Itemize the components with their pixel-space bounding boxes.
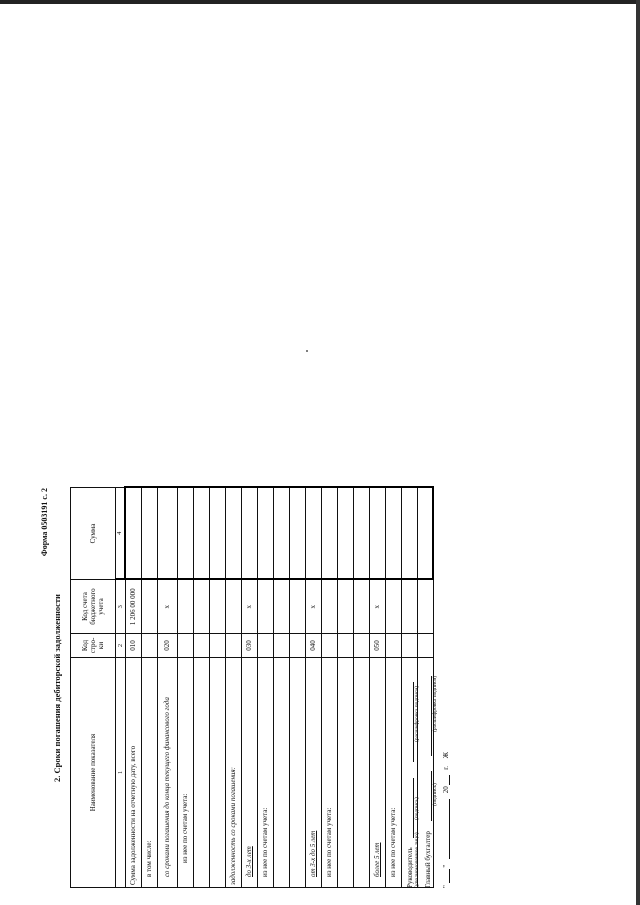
row-code-cell xyxy=(289,634,305,658)
row-account-cell xyxy=(257,580,273,634)
row-account-cell xyxy=(289,580,305,634)
row-name-cell xyxy=(289,658,305,888)
accountant-label: Главный бухгалтер xyxy=(423,831,432,888)
row-account-cell xyxy=(385,580,401,634)
row-name-cell: задолженность со сроками погашения: xyxy=(225,658,241,888)
row-account-cell: х xyxy=(157,580,177,634)
row-sum-cell[interactable] xyxy=(305,488,321,580)
row-name-cell: из нее по счетам учета: xyxy=(321,658,337,888)
table-row xyxy=(193,488,209,888)
row-account-cell xyxy=(209,580,225,634)
row-code-cell: 030 xyxy=(241,634,257,658)
row-account-cell xyxy=(193,580,209,634)
row-name-cell xyxy=(273,658,289,888)
row-name-cell: до 3-х лет xyxy=(241,658,257,888)
scan-right-edge xyxy=(636,0,640,905)
date-day-line[interactable] xyxy=(441,869,450,883)
row-code-cell xyxy=(337,634,353,658)
row-sum-cell[interactable] xyxy=(225,488,241,580)
row-code-cell: 010 xyxy=(125,634,141,658)
scan-top-edge xyxy=(0,0,640,4)
row-sum-cell[interactable] xyxy=(193,488,209,580)
row-name-cell: со сроками погашения до конца текущего финансового года xyxy=(157,658,177,888)
column-number-row xyxy=(116,488,126,888)
signature-caption: (подпись) xyxy=(414,797,420,820)
row-name-cell: от 3-х до 5 лет xyxy=(305,658,321,888)
header-sum: Сумма xyxy=(71,488,116,580)
table-row xyxy=(125,488,141,888)
row-account-cell xyxy=(321,580,337,634)
row-code-cell xyxy=(353,634,369,658)
table-row xyxy=(289,488,305,888)
row-code-cell xyxy=(209,634,225,658)
table-row xyxy=(177,488,193,888)
col-number: 1 xyxy=(116,658,126,888)
head-signature-line[interactable] xyxy=(405,778,414,838)
date-close-quote: " xyxy=(441,864,450,868)
table-row xyxy=(385,488,401,888)
row-account-cell xyxy=(141,580,157,634)
row-name-cell xyxy=(209,658,225,888)
row-account-cell: х xyxy=(241,580,257,634)
row-code-cell: 020 xyxy=(157,634,177,658)
date-row xyxy=(441,488,455,888)
row-sum-cell[interactable] xyxy=(141,488,157,580)
row-code-cell xyxy=(321,634,337,658)
decode-caption: (расшифровка подписи) xyxy=(432,675,438,732)
row-sum-cell[interactable] xyxy=(209,488,225,580)
row-sum-cell[interactable] xyxy=(241,488,257,580)
row-sum-cell[interactable] xyxy=(353,488,369,580)
row-name-cell: Сумма задолженности на отчетную дату, всего xyxy=(125,658,141,888)
row-sum-cell[interactable] xyxy=(257,488,273,580)
header-row xyxy=(71,488,116,888)
row-code-cell xyxy=(193,634,209,658)
row-sum-cell[interactable] xyxy=(289,488,305,580)
row-code-cell xyxy=(385,634,401,658)
row-code-cell xyxy=(225,634,241,658)
row-sum-cell[interactable] xyxy=(177,488,193,580)
col-number: 3 xyxy=(116,580,126,634)
row-account-cell xyxy=(177,580,193,634)
table-row xyxy=(157,488,177,888)
row-sum-cell[interactable] xyxy=(125,488,141,580)
table-row xyxy=(369,488,385,888)
row-name-cell: из нее по счетам учета: xyxy=(177,658,193,888)
head-sub-caption: (уполномоченное лицо) xyxy=(414,832,420,888)
table-row xyxy=(209,488,225,888)
receivables-table xyxy=(70,487,434,889)
row-sum-cell[interactable] xyxy=(273,488,289,580)
table-row xyxy=(241,488,257,888)
year-suffix: г. xyxy=(441,765,450,770)
document-page xyxy=(40,488,450,888)
table-row xyxy=(257,488,273,888)
row-name-cell xyxy=(353,658,369,888)
scan-speck xyxy=(306,350,308,352)
row-name-cell: из нее по счетам учета: xyxy=(257,658,273,888)
row-account-cell: х xyxy=(305,580,321,634)
header-code: Код стро-ки xyxy=(71,634,116,658)
row-name-cell: в том числе: xyxy=(141,658,157,888)
row-code-cell xyxy=(273,634,289,658)
year-prefix: 20 xyxy=(441,786,450,794)
date-month-line[interactable] xyxy=(441,799,450,859)
col-number: 2 xyxy=(116,634,126,658)
row-code-cell: 040 xyxy=(305,634,321,658)
table-row xyxy=(305,488,321,888)
row-sum-cell[interactable] xyxy=(157,488,177,580)
form-id: Форма 0503191 с. 2 xyxy=(40,488,49,557)
row-code-cell: 050 xyxy=(369,634,385,658)
row-sum-cell[interactable] xyxy=(337,488,353,580)
row-account-cell xyxy=(353,580,369,634)
header-name: Наименование показателя xyxy=(71,658,116,888)
row-account-cell xyxy=(225,580,241,634)
head-decode-line[interactable] xyxy=(405,682,414,762)
decode-caption: (расшифровка подписи) xyxy=(414,685,420,742)
form-mark: Ж xyxy=(441,751,450,759)
table-row xyxy=(337,488,353,888)
header-account: Код счета бюджетного учета xyxy=(71,580,116,634)
row-name-cell xyxy=(193,658,209,888)
accountant-signature-line[interactable] xyxy=(423,771,432,821)
row-name-cell: более 5 лет xyxy=(369,658,385,888)
head-label: Руководитель xyxy=(405,847,414,888)
row-sum-cell[interactable] xyxy=(321,488,337,580)
row-code-cell xyxy=(257,634,273,658)
date-year-line[interactable] xyxy=(441,775,450,785)
row-sum-cell[interactable] xyxy=(385,488,401,580)
accountant-signature-row xyxy=(423,488,437,888)
row-name-cell: из нее по счетам учета: xyxy=(385,658,401,888)
signature-caption: (подпись) xyxy=(432,783,438,806)
head-signature-row xyxy=(405,488,419,888)
row-code-cell xyxy=(177,634,193,658)
table-row xyxy=(141,488,157,888)
table-row xyxy=(273,488,289,888)
row-account-cell xyxy=(337,580,353,634)
row-account-cell xyxy=(273,580,289,634)
row-sum-cell[interactable] xyxy=(369,488,385,580)
row-account-cell: х xyxy=(369,580,385,634)
col-number: 4 xyxy=(116,488,126,580)
table-row xyxy=(321,488,337,888)
signature-block xyxy=(405,488,455,888)
row-account-cell: 1 206 00 000 xyxy=(125,580,141,634)
accountant-decode-line[interactable] xyxy=(423,676,432,756)
table-row xyxy=(225,488,241,888)
date-open-quote: " xyxy=(441,885,450,888)
row-code-cell xyxy=(141,634,157,658)
table-row xyxy=(353,488,369,888)
page-title: 2. Сроки погашения дебиторской задолженности xyxy=(52,594,62,782)
row-name-cell xyxy=(337,658,353,888)
